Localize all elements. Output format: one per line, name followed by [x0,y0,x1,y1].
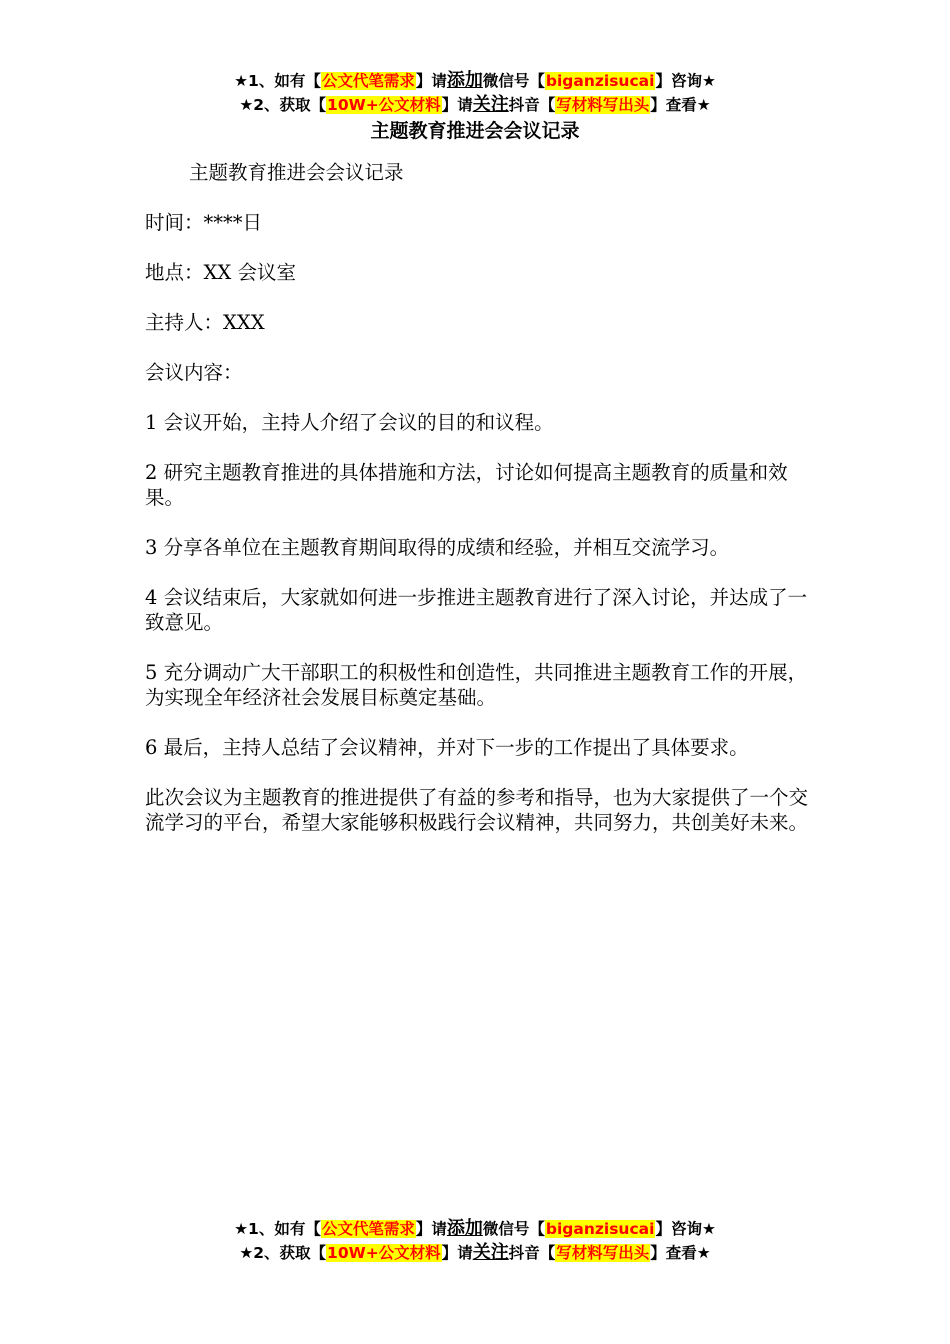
agenda-item-3: 3 分享各单位在主题教育期间取得的成绩和经验，并相互交流学习。 [145,536,730,559]
agenda-item-5: 5 充分调动广大干部职工的积极性和创造性，共同推进主题教育工作的开展，为实现全年经济社会发展目标奠定基础。 [145,661,808,709]
promo-highlight-materials: 10W+公文材料 [327,1244,441,1262]
promo-highlight-writing-service: 公文代笔需求 [321,72,415,90]
document-body [145,160,810,860]
promo-emphasis-add: 添加 [446,1218,483,1239]
meeting-conclusion: 此次会议为主题教育的推进提供了有益的参考和指导，也为大家提供了一个交流学习的平台，希望大家能够积极践行会议精神，共同努力，共创美好未来。 [145,786,809,834]
promo-line-1: ★1、如有【公文代笔需求】请添加微信号【biganzisucai】咨询★ [234,70,716,91]
promo-highlight-wechat-id: biganzisucai [545,72,655,90]
promo-line-2: ★2、获取【10W+公文材料】请关注抖音【写材料写出头】查看★ [239,94,711,115]
document-subtitle: 主题教育推进会会议记录 [189,161,404,184]
agenda-item-6: 6 最后，主持人总结了会议精神，并对下一步的工作提出了具体要求。 [145,736,749,759]
promo-highlight-douyin-account: 写材料写出头 [556,1244,650,1262]
promo-emphasis-follow: 关注 [472,1242,509,1263]
header-promo-banner [0,69,950,117]
promo-highlight-materials: 10W+公文材料 [327,96,441,114]
agenda-item-1: 1 会议开始，主持人介绍了会议的目的和议程。 [145,411,554,434]
meeting-content-label: 会议内容： [145,361,243,384]
promo-emphasis-add: 添加 [446,70,483,91]
meeting-time: 时间：****日 [145,211,263,234]
promo-emphasis-follow: 关注 [472,94,509,115]
promo-highlight-writing-service: 公文代笔需求 [321,1220,415,1238]
footer-promo-banner [0,1217,950,1265]
document-title: 主题教育推进会会议记录 [370,120,580,142]
promo-highlight-wechat-id: biganzisucai [545,1220,655,1238]
promo-line-1: ★1、如有【公文代笔需求】请添加微信号【biganzisucai】咨询★ [234,1218,716,1239]
promo-line-2: ★2、获取【10W+公文材料】请关注抖音【写材料写出头】查看★ [239,1242,711,1263]
promo-highlight-douyin-account: 写材料写出头 [556,96,650,114]
meeting-location: 地点：XX 会议室 [145,261,296,284]
meeting-host: 主持人：XXX [145,311,265,334]
agenda-item-2: 2 研究主题教育推进的具体措施和方法，讨论如何提高主题教育的质量和效果。 [145,461,788,509]
agenda-item-4: 4 会议结束后，大家就如何进一步推进主题教育进行了深入讨论，并达成了一致意见。 [145,586,808,634]
